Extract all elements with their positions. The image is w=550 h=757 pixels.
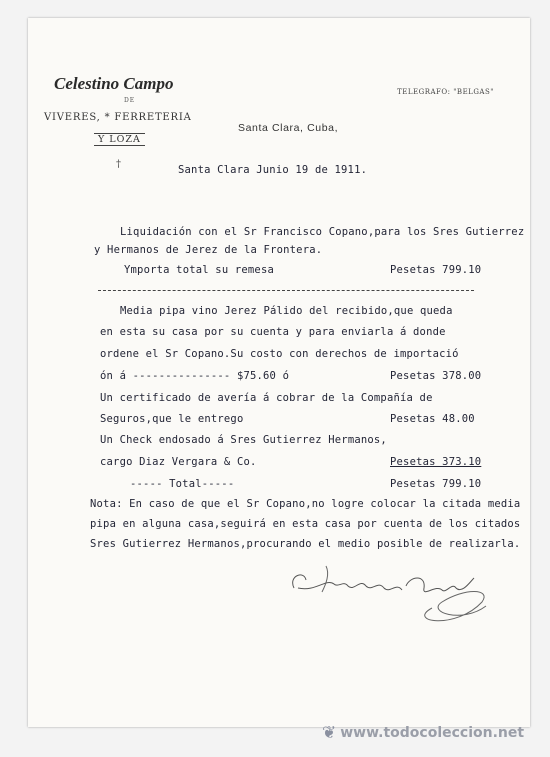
total-label: ----- Total----- xyxy=(130,478,235,490)
importe-label: Ymporta total su remesa xyxy=(124,264,274,276)
address: Santa Clara, Cuba, xyxy=(238,122,339,134)
date: Santa Clara Junio 19 de 1911. xyxy=(178,164,368,176)
nota-line: Nota: En caso de que el Sr Copano,no logre colocar la citada media xyxy=(90,498,521,510)
business-line: VIVERES, * FERRETERIA xyxy=(44,112,192,123)
body-line: Seguros,que le entrego xyxy=(100,413,244,425)
body-line: Media pipa vino Jerez Pálido del recibido,que queda xyxy=(120,305,453,317)
body-line: Un Check endosado á Sres Gutierrez Hermanos, xyxy=(100,434,387,446)
watermark-text: www.todocoleccion.net xyxy=(340,725,525,741)
amount-seguros: Pesetas 48.00 xyxy=(390,413,475,425)
signature xyxy=(286,558,496,628)
nota-line: Sres Gutierrez Hermanos,procurando el medio posible de realizarla. xyxy=(90,538,521,550)
amount-check: Pesetas 373.10 xyxy=(390,456,482,468)
intro-line-2: y Hermanos de Jerez de la Frontera. xyxy=(94,244,323,256)
amount-costo: Pesetas 378.00 xyxy=(390,370,482,382)
tc-logo-icon: ❦ xyxy=(322,723,337,743)
intro-line-1: Liquidación con el Sr Francisco Copano,para los Sres Gutierrez xyxy=(120,226,525,238)
letter-sheet xyxy=(28,18,530,727)
body-line: Un certificado de avería á cobrar de la Compañía de xyxy=(100,392,433,404)
brand-name: Celestino Campo xyxy=(54,74,174,93)
watermark xyxy=(322,723,524,743)
separator-rule xyxy=(98,290,474,291)
importe-amount: Pesetas 799.10 xyxy=(390,264,482,276)
body-line: ón á --------------- $75.60 ó xyxy=(100,370,290,382)
body-line: cargo Diaz Vergara & Co. xyxy=(100,456,257,468)
ornament: † xyxy=(116,159,121,170)
body-line: en esta su casa por su cuenta y para enviarla á donde xyxy=(100,326,446,338)
amount-total: Pesetas 799.10 xyxy=(390,478,482,490)
telegraph-address: TELEGRAFO: "BELGAS" xyxy=(397,88,494,96)
nota-line: pipa en alguna casa,seguirá en esta casa por cuenta de los citados xyxy=(90,518,521,530)
body-line: ordene el Sr Copano.Su costo con derechos de importació xyxy=(100,348,459,360)
business-line-2: Y LOZA xyxy=(94,133,145,146)
brand-de: DE xyxy=(124,97,136,104)
